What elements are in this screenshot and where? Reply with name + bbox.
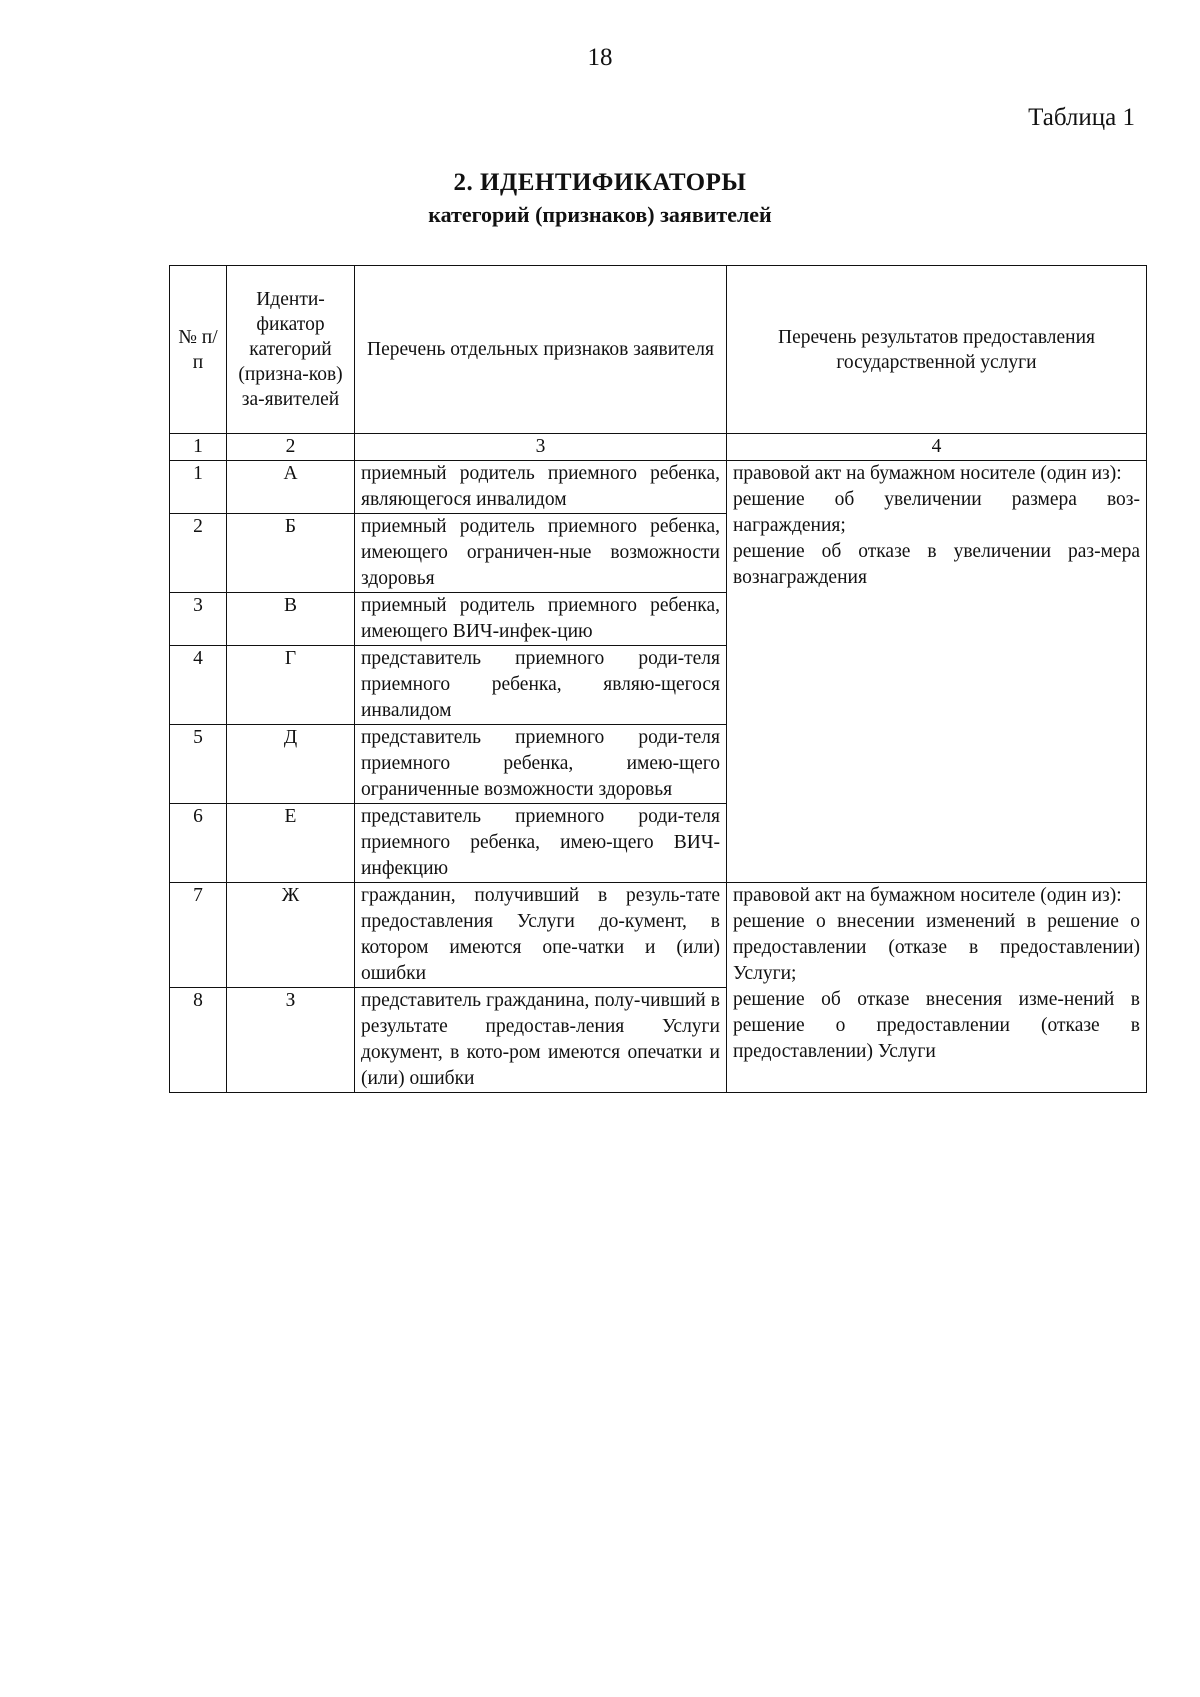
row-identifier: Е (227, 804, 355, 883)
document-title (0, 168, 1200, 232)
results-cell-2 (727, 883, 1147, 1093)
table-header (170, 266, 1147, 461)
row-number: 3 (170, 593, 227, 646)
row-identifier: Г (227, 646, 355, 725)
row-number: 7 (170, 883, 227, 988)
row-feature: приемный родитель приемного ребенка, являющегося инвалидом (355, 461, 727, 514)
header-num: № п/п (170, 266, 227, 434)
results-item: решение о внесении изменений в решение о предоставлении (отказе в предоставлении) Услуги; (733, 911, 1140, 984)
row-number: 2 (170, 514, 227, 593)
row-identifier: Б (227, 514, 355, 593)
row-identifier: Д (227, 725, 355, 804)
title-line-1: 2. ИДЕНТИФИКАТОРЫ (453, 169, 747, 196)
column-numbers-row (170, 434, 1147, 461)
header-features: Перечень отдельных признаков заявителя (355, 266, 727, 434)
row-identifier: А (227, 461, 355, 514)
row-feature: приемный родитель приемного ребенка, имеющего ограничен-ные возможности здоровья (355, 514, 727, 593)
title-line-2: категорий (признаков) заявителей (428, 202, 772, 227)
results-heading: правовой акт на бумажном носителе (один из): (733, 463, 1122, 484)
results-cell-1 (727, 461, 1147, 883)
table-label: Таблица 1 (1028, 104, 1135, 131)
row-number: 1 (170, 461, 227, 514)
results-item: решение об увеличении размера воз-награждения; (733, 489, 1140, 536)
row-number: 4 (170, 646, 227, 725)
row-number: 8 (170, 988, 227, 1093)
row-identifier: З (227, 988, 355, 1093)
row-feature: представитель приемного роди-теля приемного ребенка, являю-щегося инвалидом (355, 646, 727, 725)
table-body (170, 461, 1147, 1093)
row-feature: приемный родитель приемного ребенка, имеющего ВИЧ-инфек-цию (355, 593, 727, 646)
header-row (170, 266, 1147, 434)
column-number: 4 (727, 434, 1147, 461)
table-row (170, 883, 1147, 988)
row-identifier: Ж (227, 883, 355, 988)
row-number: 5 (170, 725, 227, 804)
results-item: решение об отказе в увеличении раз-мера вознаграждения (733, 541, 1140, 588)
header-identifier: Иденти-фикатор категорий (призна-ков) за-явителей (227, 266, 355, 434)
row-identifier: В (227, 593, 355, 646)
row-feature: представитель приемного роди-теля приемного ребенка, имею-щего ограниченные возможности здоровья (355, 725, 727, 804)
column-number: 1 (170, 434, 227, 461)
results-item: решение об отказе внесения изме-нений в решение о предоставлении (отказе в предоставлении) Услуги (733, 989, 1140, 1062)
column-number: 3 (355, 434, 727, 461)
row-feature: представитель приемного роди-теля приемного ребенка, имею-щего ВИЧ-инфекцию (355, 804, 727, 883)
row-feature: гражданин, получивший в резуль-тате предоставления Услуги до-кумент, в котором имеются опе-чатки и (или) ошибки (355, 883, 727, 988)
table-row (170, 461, 1147, 514)
column-number: 2 (227, 434, 355, 461)
identifiers-table (169, 265, 1147, 1093)
row-number: 6 (170, 804, 227, 883)
row-feature: представитель гражданина, полу-чивший в результате предостав-ления Услуги документ, в кото-ром имеются опечатки и (или) ошибки (355, 988, 727, 1093)
page-number: 18 (587, 44, 613, 71)
header-results: Перечень результатов предоставления государственной услуги (727, 266, 1147, 434)
results-heading: правовой акт на бумажном носителе (один из): (733, 885, 1122, 906)
